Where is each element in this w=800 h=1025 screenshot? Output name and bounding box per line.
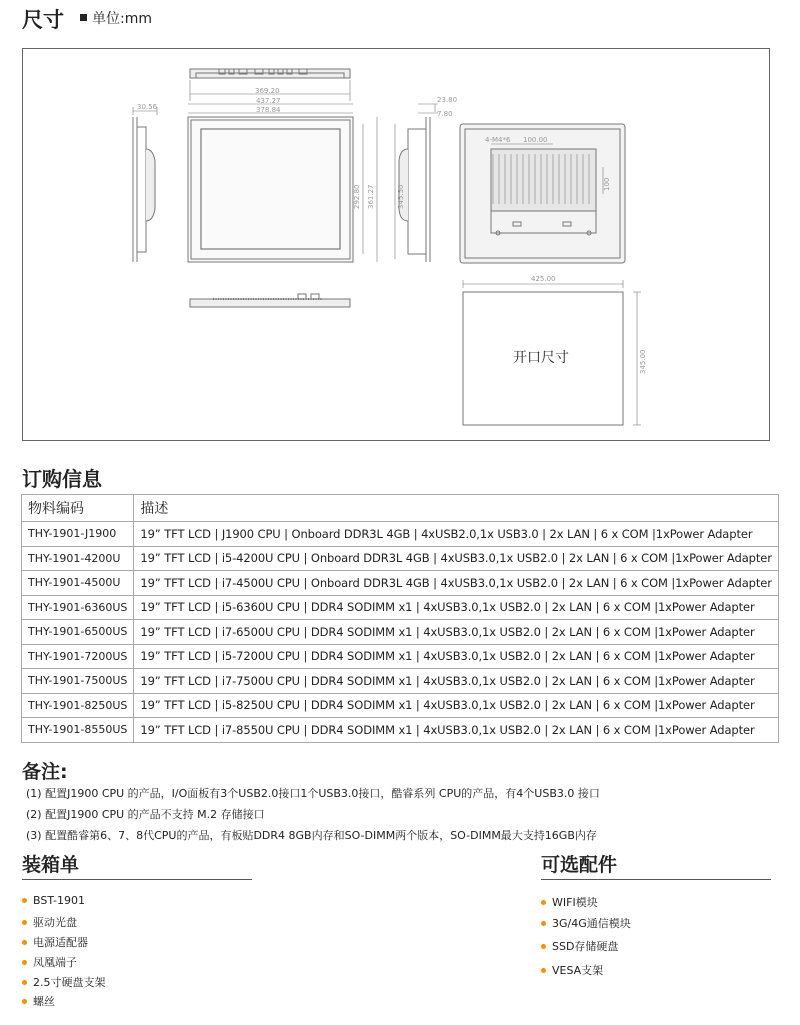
- dim-cut-height: 345.00: [639, 349, 647, 374]
- table-row: [22, 620, 779, 645]
- cell-desc: 19” TFT LCD | i7-6500U CPU | DDR4 SODIMM x1 | 4xUSB3.0,1x USB2.0 | 2x LAN | 6 x COM |1xPower Adapter: [134, 620, 778, 645]
- cell-code: THY-1901-7200US: [22, 644, 134, 669]
- dim-back-height: 100: [603, 177, 611, 191]
- section-title-order: 订购信息: [22, 467, 102, 491]
- dim-total-height: 361.27: [367, 184, 375, 209]
- bullet-icon: [22, 920, 27, 925]
- dim-side-b: 7.80: [437, 110, 453, 118]
- note-item: (2) 配置J1900 CPU 的产品不支持 M.2 存储接口: [26, 808, 265, 821]
- dim-cut-width: 425.00: [531, 275, 556, 283]
- dim-vesa-size: 100.00: [523, 136, 548, 144]
- optional-item: SSD存储硬盘: [541, 938, 618, 954]
- packing-item: BST-1901: [22, 894, 85, 907]
- section-title-dimensions: 尺寸: [22, 8, 64, 32]
- right-side-view: [395, 104, 438, 262]
- cutout-label: 开口尺寸: [513, 350, 569, 366]
- cell-desc: 19” TFT LCD | J1900 CPU | Onboard DDR3L 4GB | 4xUSB2.0,1x USB3.0 | 2x LAN | 6 x COM |1xPower Adapter: [134, 522, 778, 547]
- packing-divider: [22, 879, 252, 880]
- section-title-packing: 装箱单: [22, 854, 80, 876]
- unit-text: 单位:mm: [92, 11, 152, 27]
- table-row: [22, 522, 779, 547]
- cell-code: THY-1901-4200U: [22, 546, 134, 571]
- cell-desc: 19” TFT LCD | i5-7200U CPU | DDR4 SODIMM x1 | 4xUSB3.0,1x USB2.0 | 2x LAN | 6 x COM |1xPower Adapter: [134, 644, 778, 669]
- order-table-body: [22, 522, 779, 743]
- section-title-notes: 备注:: [22, 761, 68, 783]
- cell-code: THY-1901-J1900: [22, 522, 134, 547]
- note-item: (3) 配置酷睿第6、7、8代CPU的产品，有板贴DDR4 8GB内存和SO-DIMM两个版本，SO-DIMM最大支持16GB内存: [26, 829, 597, 842]
- cell-code: THY-1901-7500US: [22, 669, 134, 694]
- table-row: [22, 693, 779, 718]
- dim-total-width: 437.27: [256, 97, 281, 105]
- bullet-icon: [541, 944, 546, 949]
- dim-side-depth: 30.56: [137, 103, 158, 111]
- order-table: [21, 494, 779, 743]
- cell-code: THY-1901-8550US: [22, 718, 134, 743]
- bottom-view: [190, 294, 350, 307]
- optional-divider: [541, 879, 771, 880]
- column-header-desc: 描述: [134, 495, 778, 522]
- table-row: [22, 571, 779, 596]
- cell-desc: 19” TFT LCD | i5-8250U CPU | DDR4 SODIMM x1 | 4xUSB3.0,1x USB2.0 | 2x LAN | 6 x COM |1xPower Adapter: [134, 693, 778, 718]
- table-row: [22, 546, 779, 571]
- bullet-icon: [22, 898, 27, 903]
- square-bullet-icon: [80, 14, 87, 21]
- section-title-optional: 可选配件: [541, 854, 618, 876]
- optional-item: VESA支架: [541, 962, 603, 978]
- column-header-code: 物料编码: [22, 495, 134, 522]
- optional-item: 3G/4G通信模块: [541, 915, 631, 931]
- packing-item: 凤凰端子: [22, 954, 77, 970]
- cell-code: THY-1901-8250US: [22, 693, 134, 718]
- dim-side-a: 23.80: [437, 96, 458, 104]
- bullet-icon: [22, 980, 27, 985]
- table-row: [22, 718, 779, 743]
- packing-item: 2.5寸硬盘支架: [22, 974, 106, 990]
- optional-item: WIFI模块: [541, 894, 598, 910]
- bullet-icon: [541, 900, 546, 905]
- note-item: (1) 配置J1900 CPU 的产品，I/O面板有3个USB2.0接口1个USB3.0接口，酷睿系列 CPU的产品，有4个USB3.0 接口: [26, 787, 600, 800]
- dim-vesa: 4-M4*6: [485, 136, 511, 144]
- table-row: [22, 595, 779, 620]
- cell-desc: 19” TFT LCD | i7-4500U CPU | Onboard DDR3L 4GB | 4xUSB3.0,1x USB2.0 | 2x LAN | 6 x COM |1xPower Adapter: [134, 571, 778, 596]
- table-row: [22, 644, 779, 669]
- packing-item: 电源适配器: [22, 934, 88, 950]
- left-side-view: [133, 107, 157, 262]
- bullet-icon: [22, 940, 27, 945]
- cell-desc: 19” TFT LCD | i7-8550U CPU | DDR4 SODIMM x1 | 4xUSB3.0,1x USB2.0 | 2x LAN | 6 x COM |1xPower Adapter: [134, 718, 778, 743]
- dim-top-width: 369.20: [255, 87, 280, 95]
- back-view: [460, 124, 625, 263]
- cell-code: THY-1901-6500US: [22, 620, 134, 645]
- cell-desc: 19” TFT LCD | i5-4200U CPU | Onboard DDR3L 4GB | 4xUSB3.0,1x USB2.0 | 2x LAN | 6 x COM |1xPower Adapter: [134, 546, 778, 571]
- table-header-row: [22, 495, 779, 522]
- cell-desc: 19” TFT LCD | i7-7500U CPU | DDR4 SODIMM x1 | 4xUSB3.0,1x USB2.0 | 2x LAN | 6 x COM |1xPower Adapter: [134, 669, 778, 694]
- unit-label: [80, 8, 152, 28]
- dim-screen-width: 378.84: [256, 106, 281, 114]
- bullet-icon: [541, 921, 546, 926]
- cell-desc: 19” TFT LCD | i5-6360U CPU | DDR4 SODIMM x1 | 4xUSB3.0,1x USB2.0 | 2x LAN | 6 x COM |1xPower Adapter: [134, 595, 778, 620]
- dim-screen-height: 292.80: [353, 184, 361, 209]
- dimension-drawing: [22, 48, 770, 441]
- packing-item: 驱动光盘: [22, 914, 77, 930]
- dim-side-height: 345.50: [397, 184, 405, 209]
- bullet-icon: [22, 960, 27, 965]
- packing-item: 螺丝: [22, 993, 55, 1009]
- drawing-svg: [23, 49, 771, 442]
- bullet-icon: [22, 999, 27, 1004]
- cell-code: THY-1901-4500U: [22, 571, 134, 596]
- front-view: [188, 117, 353, 262]
- table-row: [22, 669, 779, 694]
- cell-code: THY-1901-6360US: [22, 595, 134, 620]
- bullet-icon: [541, 968, 546, 973]
